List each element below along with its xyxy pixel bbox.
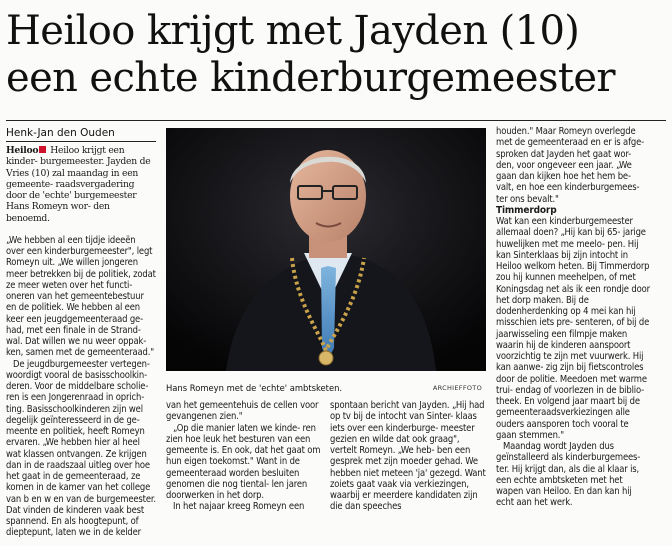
caption-text: Hans Romeyn met de 'echte' ambtsketen. <box>166 383 343 393</box>
article-column-4 <box>496 126 650 509</box>
article-column-1 <box>6 145 156 539</box>
paragraph: Maandag wordt Jayden dus geïnstalleerd als kinderburgemees- ter. Hij krijgt dan, als die al klaar is, een echte ambtsketen met het wapen van Heiloo. En dan kan hij echt aan het werk. <box>496 441 641 509</box>
photo-caption <box>166 383 486 393</box>
paragraph: In het najaar kreeg Romeyn een <box>173 501 305 513</box>
headline <box>6 8 666 102</box>
paragraph: Wat kan een kinderburgemeester allemaal doen? „Hij kan bij 65- jarige huwelijken met me meelo- pen. Hij kan Sinterklaas bij zijn intocht in Heiloo welkom heten. Bij Timmerdorp zou hij kunnen meehelpen, of met Koningsdag net als ik een rondje door het dorp maken. Bij de dodenherdenking op 4 mei kan hij misschien iets pre- senteren, of bij de jaarwisseling een filmpje maken waarin hij de kinderen aanspoort voorzichtig te zijn met vuurwerk. Hij kan aanwe- zig zijn bij fietscontroles door de politie. Meedoen met warme trui- endag of voorlezen in de biblio- theek. En volgend jaar maart bij de gemeenteraadsverkiezingen alle ouders aansporen toch vooral te gaan stemmen." <box>496 216 650 441</box>
photo-credit: ARCHIEFFOTO <box>432 384 482 392</box>
article-column-2 <box>166 400 322 513</box>
dateline: Heiloo <box>6 145 39 156</box>
red-square-icon <box>39 146 46 153</box>
portrait-illustration <box>166 128 486 371</box>
portrait-photo <box>166 128 486 371</box>
paragraph: van het gemeentehuis de cellen voor gevangenen zien." <box>166 400 319 423</box>
article-column-3 <box>330 400 486 513</box>
byline-rule <box>6 141 156 142</box>
paragraph: „We hebben al een tijdje ideeën over een kinderburgemeester", legt Romeyn uit. „We willen jongeren meer betrekken bij de politiek, zodat ze meer weten over het functi- oneren van het gemeentebestuur en de politiek. We hebben al een keer een jeugdgemeenteraad ge- had, met een finale in de Strand- wal. Dat willen we nu weer oppak- ken, samen met de gemeenteraad." <box>6 234 156 359</box>
paragraph: spontaan bericht van Jayden. „Hij had op tv bij de intocht van Sinter- klaas iets over een kinderburge- meester gezien en wilde dat ook graag", vertelt Romeyn. „We heb- ben een gesprek met zijn moeder gehad. We hebben niet meteen 'ja' gezegd. Want zoiets gaat vaak via verkiezingen, waarbij er meerdere kandidaten zijn die dan speeches <box>330 400 486 513</box>
lead-paragraph <box>6 145 156 224</box>
byline: Henk-Jan den Ouden <box>6 127 115 139</box>
subheading: Timmerdorp <box>496 204 557 216</box>
paragraph: „Op die manier laten we kinde- ren zien hoe leuk het besturen van een gemeente is. En ook, dat het gaat om hun eigen toekomst." Want in de gemeenteraad worden besluiten genomen die nog tiental- len jaren doorwerken in het dorp. <box>166 422 321 501</box>
headline-rule <box>6 120 666 121</box>
lead-text: Heiloo krijgt een kinder- burgemeester. Jayden de Vries (10) zal maandag in een gemeente- raadsvergadering door de 'echte' burgemeester Hans Romeyn wor- den benoemd. <box>6 145 151 224</box>
paragraph: houden." Maar Romeyn overlegde met de gemeenteraad en er is afge- sproken dat Jayden het gaat wor- den, voor ongeveer een jaar. „We gaan dan kijken hoe het hem be- valt, en hoe een kinderburgemees- ter ons bevalt." <box>496 126 645 205</box>
headline-line-1: Heiloo krijgt met Jayden (10) <box>6 8 580 54</box>
paragraph: De jeugdburgemeester vertegen- woordigt vooral de basisschoolkin- deren. Voor de middelbare scholie- ren is een Jongerenraad in oprich- ting. Basisschoolkinderen zijn wel degelijk geïnteresseerd in de ge- meente en politiek, heeft Romeyn ervaren. „We hebben hier al heel wat klassen ontvangen. Ze krijgen dan in de raadszaal uitleg over hoe het gaat in de gemeenteraad, ze komen in de kamer van het college van b en w en van de burgemeester. Dat vinden de kinderen vaak best spannend. En als hoogtepunt, of dieptepunt, laten we in de kelder <box>6 358 156 539</box>
headline-line-2: een echte kinderburgemeester <box>6 55 615 101</box>
